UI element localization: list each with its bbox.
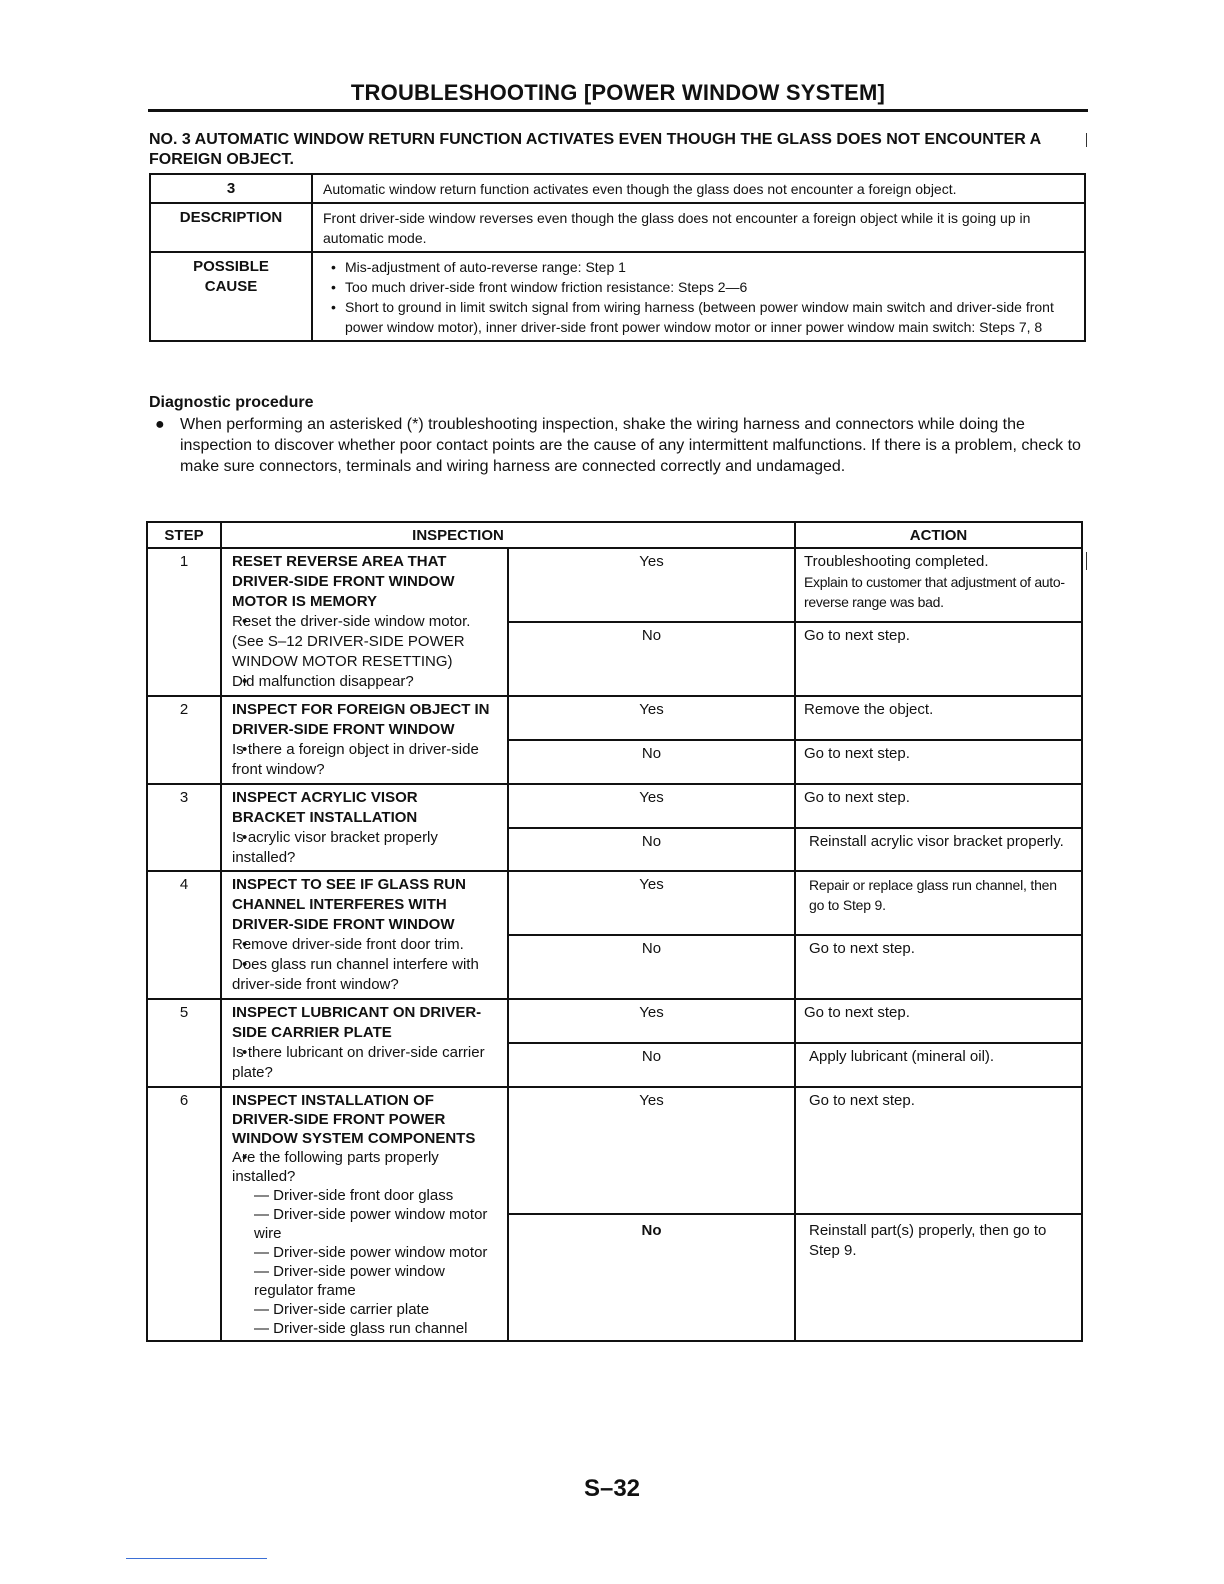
diagnostic-heading: Diagnostic procedure [149,394,314,411]
step-number: 5 [147,999,221,1087]
part-item: — Driver-side front door glass [254,1187,454,1204]
info-row-cause [150,252,1085,341]
step-inspection [221,696,508,784]
description-text: Front driver-side window reverses even though the glass does not encounter a foreign object while it is going up in automatic mode. [312,203,1085,252]
description-label: DESCRIPTION [150,203,312,252]
answer-yes: Yes [508,696,795,740]
step-title: INSPECT LUBRICANT ON DRIVER-SIDE CARRIER PLATE [232,1004,482,1041]
step-title: INSPECT FOR FOREIGN OBJECT IN DRIVER-SIDE FRONT WINDOW [232,701,490,738]
revision-mark [1086,133,1087,147]
step-number: 1 [147,548,221,696]
part-item: — Driver-side power window motor [254,1244,488,1261]
step-inspection [221,871,508,999]
answer-yes: Yes [508,999,795,1043]
part-item: — Driver-side glass run channel [254,1320,468,1337]
answer-no: No [508,1043,795,1087]
answer-yes: Yes [508,871,795,935]
step-number: 6 [147,1087,221,1341]
step-row [147,999,1082,1043]
step-row [147,784,1082,828]
step-title: INSPECT INSTALLATION OF DRIVER-SIDE FRONT POWER WINDOW SYSTEM COMPONENTS [232,1092,476,1147]
possible-cause-label [150,252,312,341]
step-number: 4 [147,871,221,999]
symptom-number: 3 [150,174,312,203]
possible-cause-label-text: POSSIBLE CAUSE [193,258,269,295]
step-bullet: • Remove driver-side front door trim. [232,935,499,955]
step-row [147,1087,1082,1214]
answer-no: No [508,828,795,872]
answer-yes: Yes [508,1087,795,1214]
action-no: Reinstall part(s) properly, then go to Step 9. [795,1214,1082,1341]
step-bullet: • Are the following parts properly installed? [232,1148,499,1186]
action-yes: Repair or replace glass run channel, then go to Step 9. [795,871,1082,935]
possible-cause-list [312,252,1085,341]
step-table [146,521,1083,1342]
bullet-dot: ● [155,416,165,433]
answer-no: No [508,935,795,999]
answer-yes: Yes [508,548,795,622]
answer-no: No [508,740,795,784]
page-number: S–32 [583,1475,641,1502]
action-no: Reinstall acrylic visor bracket properly. [795,828,1082,872]
step-bullet: • Does glass run channel interfere with driver-side front window? [232,955,499,995]
answer-no: No [508,622,795,696]
step-inspection [221,784,508,871]
part-item: — Driver-side power window regulator frame [254,1263,445,1299]
step-reference: (See S–12 DRIVER-SIDE POWER WINDOW MOTOR RESETTING) [232,633,465,670]
cause-item: • Too much driver-side front window friction resistance: Steps 2—6 [321,277,1076,297]
revision-mark [1086,552,1087,570]
step-bullet: • Is there a foreign object in driver-side front window? [232,740,499,780]
info-row-number [150,174,1085,203]
step-inspection [221,548,508,696]
diagnostic-note-text: When performing an asterisked (*) troubleshooting inspection, shake the wiring harness and connectors while doing the inspection to discover whether poor contact points are the cause of any intermittent malfunctions. If there is a problem, check to make sure connectors, terminals and wiring harness are connected correctly and undamaged. [180,416,1081,475]
header-step: STEP [147,522,221,548]
step-title: INSPECT ACRYLIC VISOR BRACKET INSTALLATION [232,789,418,826]
action-no: Go to next step. [795,622,1082,696]
action-yes: Remove the object. [795,696,1082,740]
step-row [147,548,1082,622]
step-row [147,871,1082,935]
cause-item: • Short to ground in limit switch signal from wiring harness (between power window main switch and driver-side front power window motor), inner driver-side front power window motor or inner power window main switch: Steps 7, 8 [321,297,1076,337]
step-inspection [221,1087,508,1341]
symptom-info-table [149,173,1086,342]
title-rule [148,109,1088,112]
cause-item: • Mis-adjustment of auto-reverse range: Step 1 [321,257,1076,277]
step-bullet: • Reset the driver-side window motor. [232,612,499,632]
action-yes [795,548,1082,622]
step-number: 2 [147,696,221,784]
step-table-header [147,522,1082,548]
action-yes: Go to next step. [795,1087,1082,1214]
action-yes: Go to next step. [795,784,1082,828]
step-row [147,696,1082,740]
answer-yes: Yes [508,784,795,828]
page-title: TROUBLESHOOTING [POWER WINDOW SYSTEM] [350,80,886,105]
step-bullet: • Did malfunction disappear? [232,672,499,692]
step-title: INSPECT TO SEE IF GLASS RUN CHANNEL INTERFERES WITH DRIVER-SIDE FRONT WINDOW [232,876,466,933]
section-heading: NO. 3 AUTOMATIC WINDOW RETURN FUNCTION ACTIVATES EVEN THOUGH THE GLASS DOES NOT ENCOUNTER A FOREIGN OBJECT. [149,131,1041,168]
footer-rule [126,1558,267,1559]
step-bullet: • Is there lubricant on driver-side carrier plate? [232,1043,499,1083]
symptom-text: Automatic window return function activates even though the glass does not encounter a foreign object. [312,174,1085,203]
part-item: — Driver-side power window motor wire [254,1206,488,1242]
header-inspection: INSPECTION [221,522,795,548]
action-yes-line: Explain to customer that adjustment of auto-reverse range was bad. [804,574,1065,610]
action-no: Go to next step. [795,935,1082,999]
step-inspection [221,999,508,1087]
action-yes: Go to next step. [795,999,1082,1043]
action-no: Go to next step. [795,740,1082,784]
step-title: RESET REVERSE AREA THAT DRIVER-SIDE FRONT WINDOW MOTOR IS MEMORY [232,553,455,610]
info-row-description [150,203,1085,252]
step-number: 3 [147,784,221,871]
part-item: — Driver-side carrier plate [254,1301,430,1318]
header-action: ACTION [795,522,1082,548]
step-bullet: • Is acrylic visor bracket properly installed? [232,828,499,868]
action-yes-line: Troubleshooting completed. [804,553,989,570]
action-no: Apply lubricant (mineral oil). [795,1043,1082,1087]
answer-no: No [508,1214,795,1341]
